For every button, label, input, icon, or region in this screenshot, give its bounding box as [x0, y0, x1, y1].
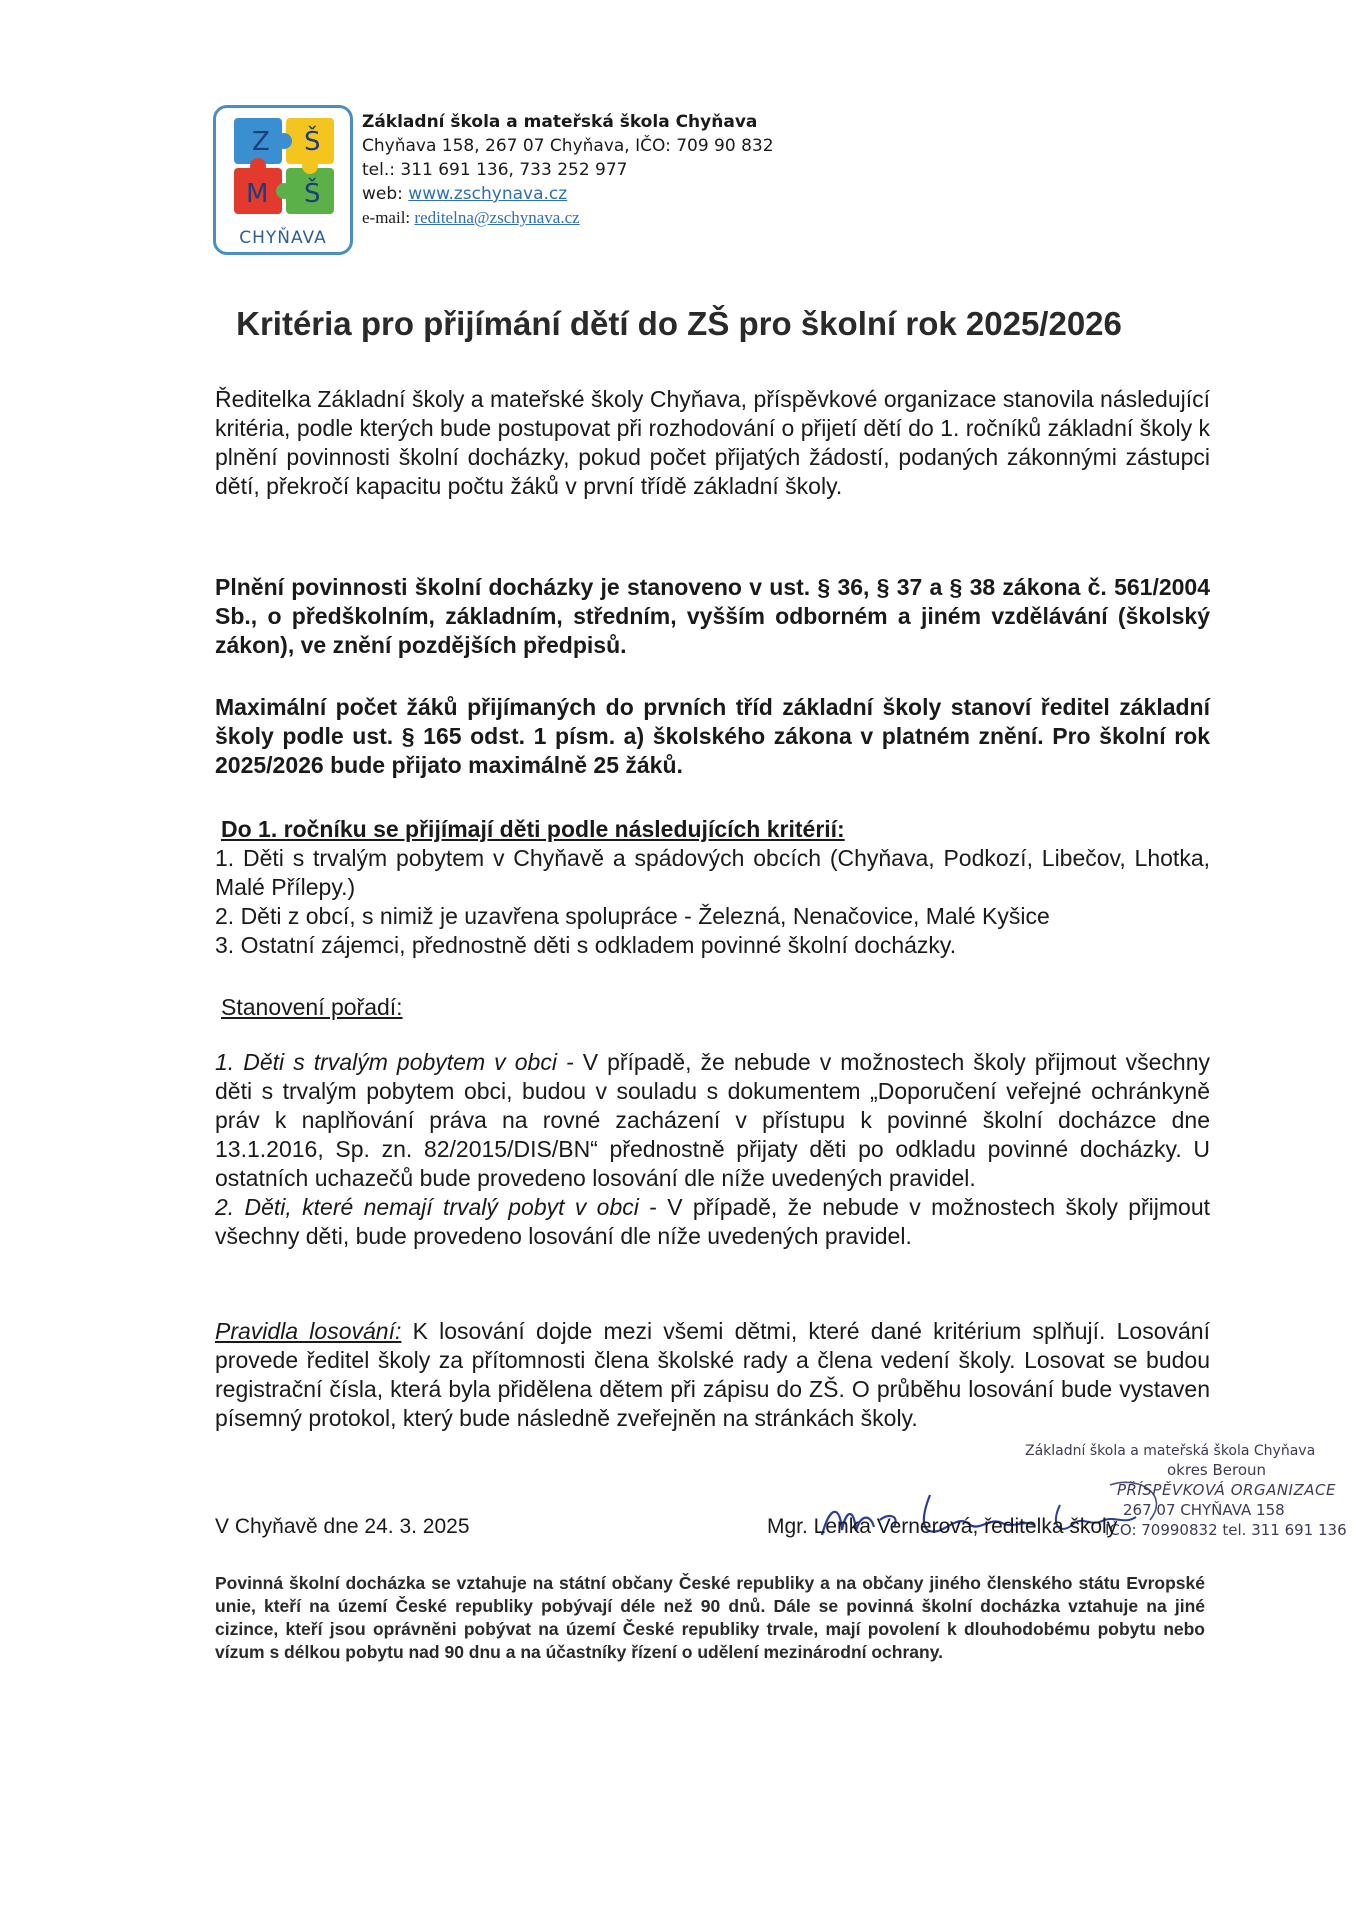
- order-heading: Stanovení pořadí:: [221, 994, 403, 1020]
- order-item-1-text: V případě, že nebude v možnostech školy přijmout všechny děti s trvalým pobytem obci, budou v souladu s dokumentem „Doporučení veřejné ochránkyně práv k naplňování práva na rovné zacházení v přístupu k povinné školní docházce dne 13.1.2016, Sp. zn. 82/2015/DIS/BN“ přednostně přijaty děti po odkladu povinné docházky. U ostatních uchazečů bude provedeno losování dle níže uvedených pravidel.: [215, 1049, 1210, 1191]
- email-link[interactable]: reditelna@zschynava.cz: [414, 208, 580, 227]
- logo-letter-m: M: [246, 179, 269, 209]
- order-item-1-label: 1. Děti s trvalým pobytem v obci -: [215, 1049, 574, 1075]
- criteria-item: 1. Děti s trvalým pobytem v Chyňavě a spádových obcích (Chyňava, Podkozí, Libečov, Lhotka, Malé Přílepy.): [215, 845, 1210, 900]
- logo-town-name: CHYŇAVA: [239, 228, 327, 248]
- web-label: web:: [362, 184, 409, 204]
- order-item-2-label: 2. Děti, které nemají trvalý pobyt v obci: [215, 1194, 639, 1220]
- intro-paragraph: Ředitelka Základní školy a mateřské školy Chyňava, příspěvkové organizace stanovila následující kritéria, podle kterých bude postupovat při rozhodování o přijetí dětí do 1. ročníků základní školy k plnění povinnosti školní docházky, pokud počet přijatých žádostí, podaných zákonnými zástupci dětí, překročí kapacitu počtu žáků v první třídě základní školy.: [215, 386, 1210, 499]
- stamp-line: IČO: 70990832 tel. 311 691 136: [1105, 1521, 1347, 1539]
- lottery-section: [215, 1317, 1210, 1433]
- school-contact-block: [362, 110, 774, 230]
- signer-name: Mgr. Lenka Vernerová, ředitelka školy: [767, 1515, 1118, 1538]
- order-item-1: [215, 1048, 1210, 1193]
- document-title: Kritéria pro přijímání dětí do ZŠ pro školní rok 2025/2026: [236, 305, 1122, 342]
- order-item-2: [215, 1193, 1210, 1251]
- stamp-line: 267 07 CHYŇAVA 158: [1123, 1501, 1285, 1519]
- criteria-item: 2. Děti z obcí, s nimiž je uzavřena spolupráce - Železná, Nenačovice, Malé Kyšice: [215, 903, 1050, 929]
- school-name: Základní škola a mateřská škola Chyňava: [362, 112, 758, 132]
- logo-letter-s-top: Š: [304, 127, 321, 157]
- web-link[interactable]: www.zschynava.cz: [408, 184, 568, 204]
- school-email-row: [362, 206, 774, 230]
- law-paragraph: Plnění povinnosti školní docházky je stanoveno v ust. § 36, § 37 a § 38 zákona č. 561/2004 Sb., o předškolním, základním, středním, vyšším odborném a jiném vzdělávání (školský zákon), ve znění pozdějších předpisů.: [215, 574, 1210, 658]
- email-label: e-mail:: [362, 208, 415, 227]
- capacity-paragraph: Maximální počet žáků přijímaných do prvních tříd základní školy stanoví ředitel základní školy podle ust. § 165 odst. 1 písm. a) školského zákona v platném znění. Pro školní rok 2025/2026 bude přijato maximálně 25 žáků.: [215, 694, 1210, 778]
- criteria-item: 3. Ostatní zájemci, přednostně děti s odkladem povinné školní docházky.: [215, 932, 957, 958]
- school-web-row: [362, 182, 774, 206]
- stamp-line: Základní škola a mateřská škola Chyňava: [1025, 1443, 1316, 1459]
- school-logo: [213, 105, 353, 255]
- stamp-line: okres Beroun: [1167, 1461, 1267, 1479]
- lottery-heading: Pravidla losování:: [215, 1318, 402, 1344]
- criteria-section: [215, 815, 1210, 960]
- order-section: [215, 1048, 1210, 1251]
- school-phone: tel.: 311 691 136, 733 252 977: [362, 160, 628, 180]
- logo-letter-s-bottom: Š: [304, 179, 321, 209]
- footnote-paragraph: Povinná školní docházka se vztahuje na státní občany České republiky a na občany jiného členského státu Evropské unie, kteří na území České republiky pobývají déle než 90 dnů. Dále se povinná školní docházka vztahuje na jiné cizince, kteří jsou oprávněni pobývat na území České republiky trvale, mají povolení k dlouhodobému pobytu nebo vízum s délkou pobytu nad 90 dnu a na účastníky řízení o udělení mezinárodní ochrany.: [215, 1573, 1205, 1662]
- criteria-heading: Do 1. ročníku se přijímají děti podle následujících kritérií:: [221, 816, 845, 842]
- school-address: Chyňava 158, 267 07 Chyňava, IČO: 709 90 832: [362, 136, 774, 156]
- lottery-text: K losování dojde mezi všemi dětmi, které dané kritérium splňují. Losování provede ředitel školy za přítomnosti člena školské rady a člena vedení školy. Losovat se budou registrační čísla, která byla přidělena dětem při zápisu do ZŠ. O průběhu losování bude vystaven písemný protokol, který bude následně zveřejněn na stránkách školy.: [215, 1318, 1210, 1431]
- stamp-line: PŘÍSPĚVKOVÁ ORGANIZACE: [1117, 1481, 1336, 1499]
- place-and-date: V Chyňavě dne 24. 3. 2025: [215, 1515, 470, 1538]
- puzzle-logo-icon: [230, 114, 338, 218]
- order-item-2-text: - V případě, že nebude v možnostech školy přijmout všechny děti, bude provedeno losování dle níže uvedených pravidel.: [215, 1194, 1210, 1249]
- logo-letter-z: Z: [252, 127, 270, 157]
